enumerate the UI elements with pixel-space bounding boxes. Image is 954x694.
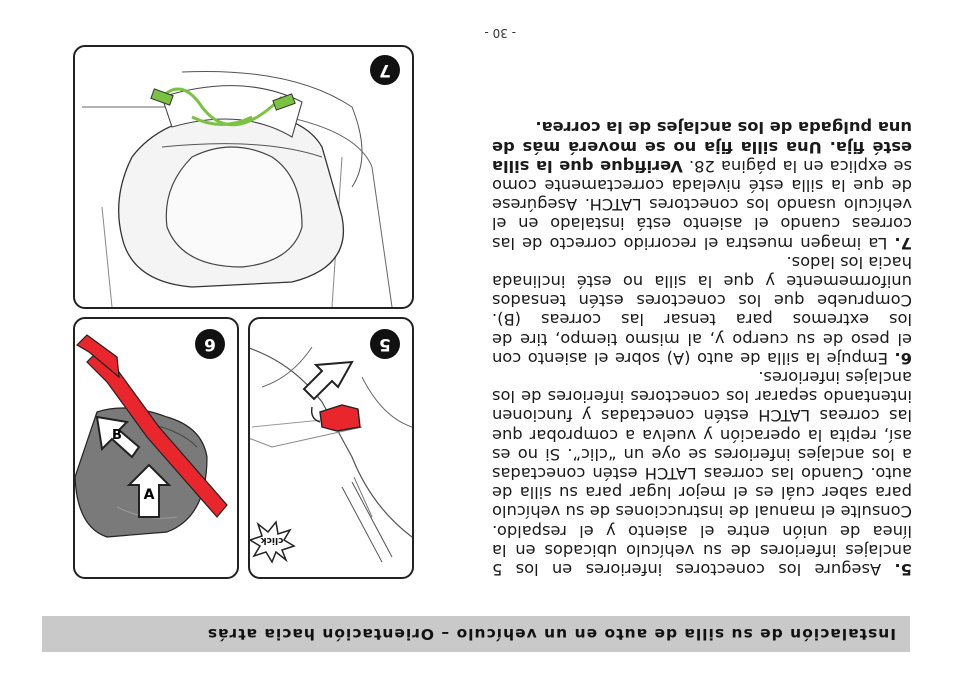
figure-7-illustration bbox=[73, 45, 412, 307]
figure-7-badge: 7 bbox=[370, 55, 400, 85]
figure-6-badge: 6 bbox=[195, 329, 225, 359]
figure-6-panel bbox=[73, 317, 239, 579]
step-6: 6. Empuje la silla de auto (A) sobre el asiento con el peso de su cuerpo y, al mismo tiempo, tire de los extremos para tensar las correas (B). Compruebe que los conectores estén tensados uniformemente y que la silla no esté inclinada hacia los lados. bbox=[492, 252, 912, 368]
figure-7-panel bbox=[73, 45, 414, 309]
click-burst-icon bbox=[250, 522, 294, 562]
label-b: B bbox=[112, 428, 122, 443]
section-header bbox=[42, 616, 910, 652]
page-number: - 30 - bbox=[484, 26, 516, 40]
figure-5-badge: 5 bbox=[370, 329, 400, 359]
section-title: Instalación de su silla de auto en un vehículo – Orientación hacia atrás bbox=[206, 625, 896, 643]
car-seat-shell bbox=[119, 71, 362, 287]
step-7: 7. La imagen muestra el recorrido correcto de las correas cuando el asiento está instalado en el vehículo usando los conectores LATCH. Asegúrese de que la silla esté nivelada correctamente como se explica en la página 28. Verifique que la silla esté fija. Una silla fija no se moverá más de una pulgada de los anclajes de la correa. bbox=[492, 118, 912, 253]
instructions-column bbox=[492, 118, 912, 579]
insert-arrow-icon bbox=[304, 362, 352, 399]
label-a: A bbox=[143, 487, 155, 503]
click-label: click bbox=[260, 535, 284, 545]
step-5: 5. Asegure los conectores inferiores en los 5 anclajes inferiores de su vehículo ubicados en la línea de unión entre el asiento y el respaldo. Consulte el manual de instrucciones de su vehículo para saber cuál es el mejor lugar para su silla de auto. Cuando las correas LATCH estén conectadas a los anclajes inferiores se oye un “clic”. Si no es así, repita la operación y vuelva a comprobar que las correas LATCH estén conectadas y funcionen intentando separar los conectores inferiores de los anclajes inferiores. bbox=[492, 367, 912, 579]
latch-connector-icon bbox=[312, 405, 360, 431]
figure-5-panel bbox=[248, 317, 414, 579]
